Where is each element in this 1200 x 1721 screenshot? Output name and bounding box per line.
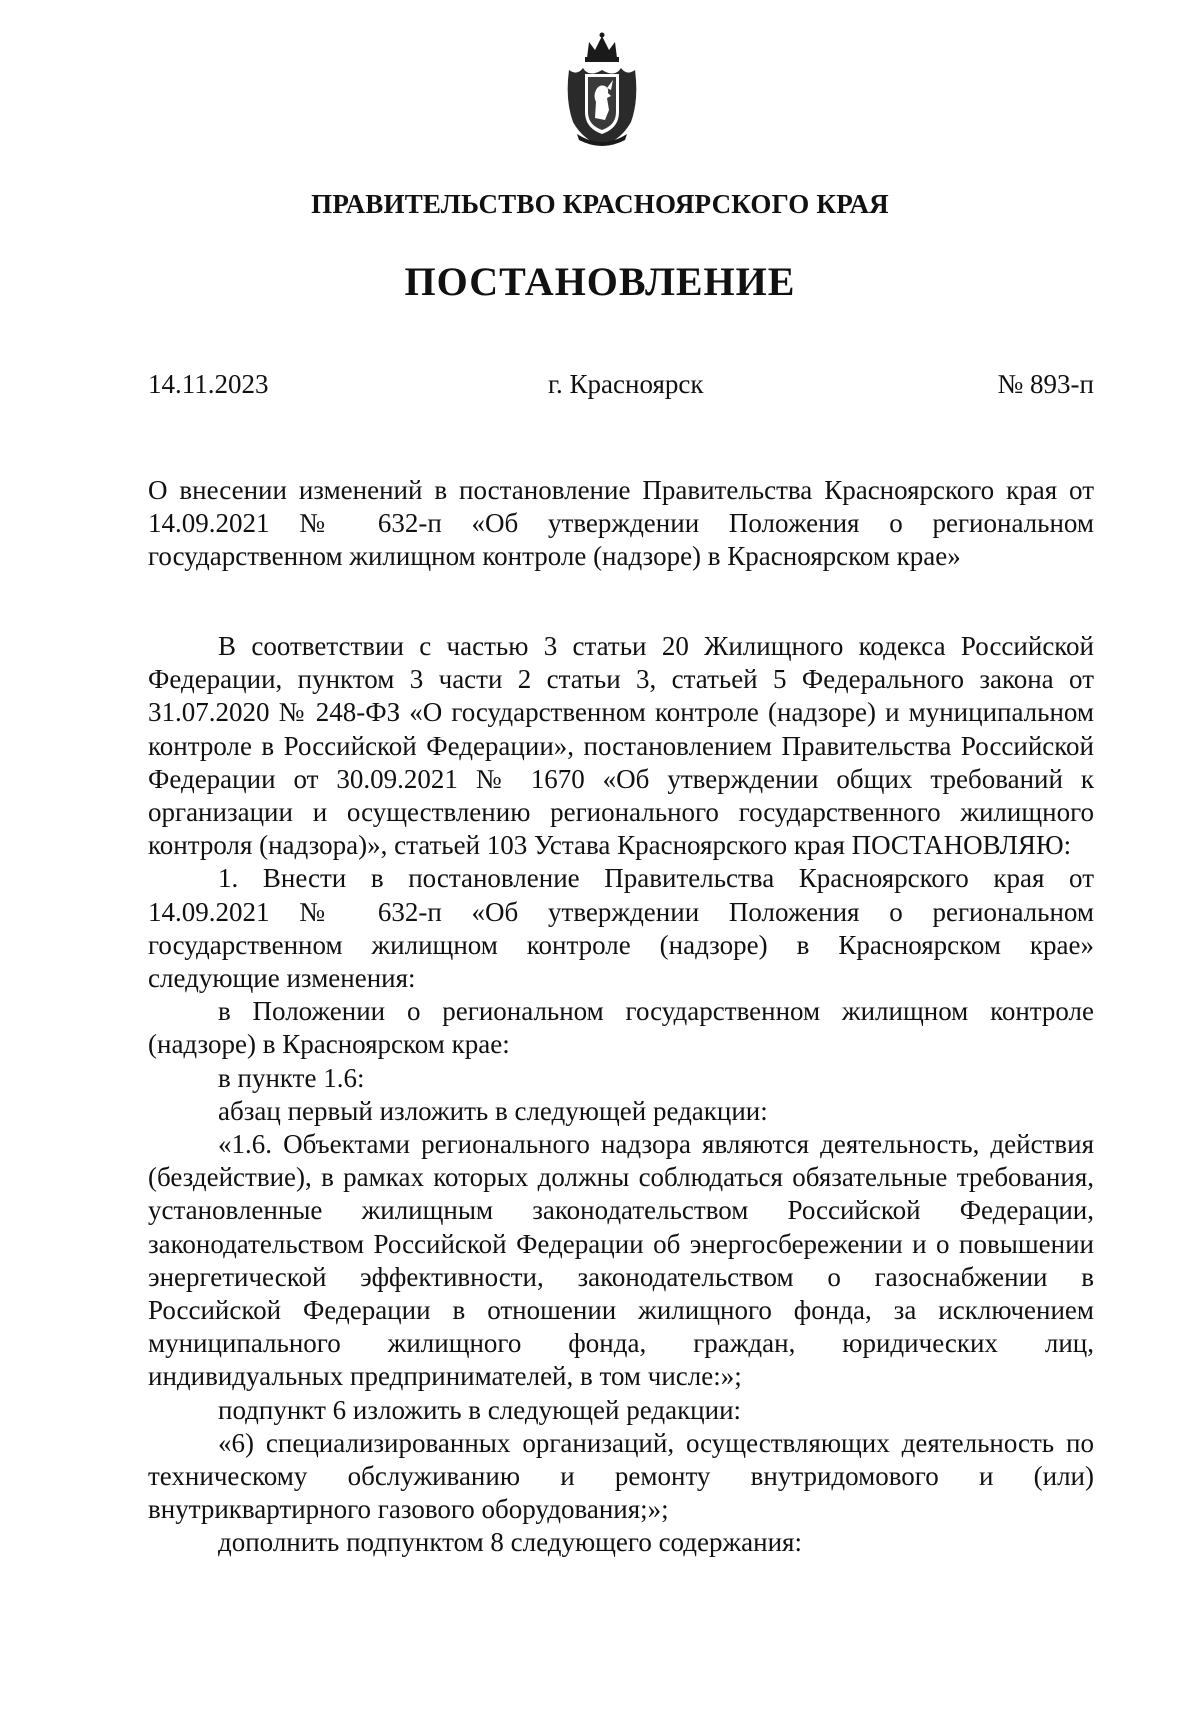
body-paragraph: в Положении о региональном государственном жилищном контроле (надзоре) в Красноярском крае: bbox=[148, 996, 1094, 1060]
body-paragraph: дополнить подпунктом 8 следующего содержания: bbox=[218, 1527, 802, 1558]
document-heading: О внесении изменений в постановление Правительства Красноярского края от 14.09.2021 № 632-п «Об утверждении Положения о региональном государственном жилищном контроле (надзоре) в Красноярском крае» bbox=[148, 475, 1094, 571]
body-paragraph: абзац первый изложить в следующей редакции: bbox=[218, 1095, 768, 1126]
document-date: 14.11.2023 bbox=[148, 369, 269, 399]
document-meta bbox=[148, 368, 1094, 402]
document-type: ПОСТАНОВЛЕНИЕ bbox=[404, 259, 796, 304]
coat-of-arms-icon bbox=[563, 30, 641, 148]
body-paragraph: 1. Внести в постановление Правительства Красноярского края от 14.09.2021 № 632-п «Об утверждении Положения о региональном государственном жилищном контроле (надзоре) в Красноярском крае» следующие изменения: bbox=[148, 863, 1094, 994]
body-paragraph: в пункте 1.6: bbox=[218, 1062, 365, 1093]
body-paragraph: подпункт 6 изложить в следующей редакции: bbox=[218, 1394, 742, 1425]
body-paragraph: «6) специализированных организаций, осуществляющих деятельность по техническому обслуживанию и ремонту внутридомового и (или) внутриквартирного газового оборудования;»; bbox=[148, 1427, 1094, 1525]
document-number: № 893-п bbox=[997, 369, 1094, 399]
document-city: г. Красноярск bbox=[548, 369, 704, 399]
government-name: ПРАВИТЕЛЬСТВО КРАСНОЯРСКОГО КРАЯ bbox=[311, 189, 889, 219]
body-paragraph: В соответствии с частью 3 статьи 20 Жилищного кодекса Российской Федерации, пунктом 3 части 2 статьи 3, статьей 5 Федерального закона от 31.07.2020 № 248-ФЗ «О государственном контроле (надзоре) и муниципальном контроле в Российской Федерации», постановлением Правительства Российской Федерации от 30.09.2021 № 1670 «Об утверждении общих требований к организации и осуществлению регионального государственного жилищного контроля (надзора)», статьей 103 Устава Красноярского края ПОСТАНОВЛЯЮ: bbox=[148, 631, 1094, 861]
document-body bbox=[148, 630, 1094, 1560]
body-paragraph: «1.6. Объектами регионального надзора являются деятельность, действия (бездействие), в рамках которых должны соблюдаться обязательные требования, установленные жилищным законодательством Российской Федерации, законодательством Российской Федерации об энергосбережении и о повышении энергетической эффективности, законодательством о газоснабжении в Российской Федерации в отношении жилищного фонда, за исключением муниципального жилищного фонда, граждан, юридических лиц, индивидуальных предпринимателей, в том числе:»; bbox=[148, 1129, 1094, 1392]
